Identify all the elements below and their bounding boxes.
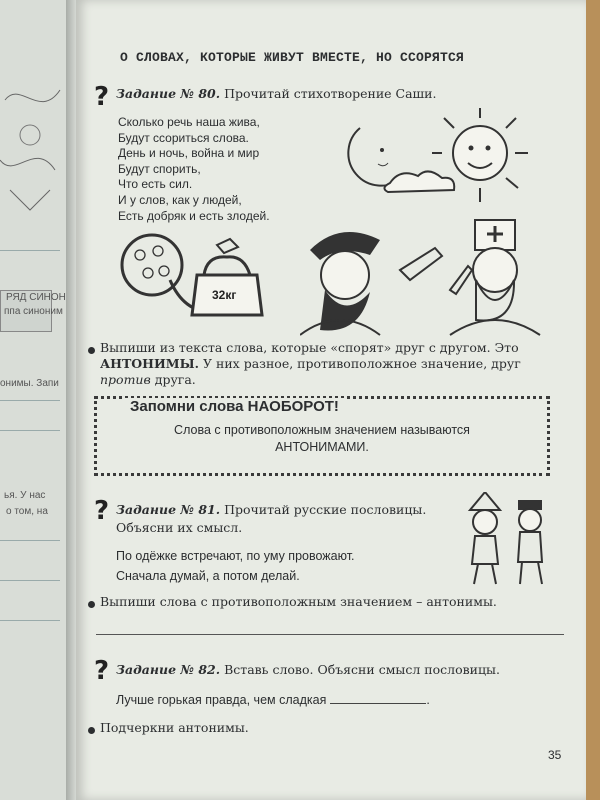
proverb: По одёжке встречают, по уму провожают. bbox=[116, 549, 355, 563]
weight-label: 32кг bbox=[212, 288, 237, 302]
memo-box bbox=[94, 396, 550, 476]
poem-line: Что есть сил. bbox=[118, 177, 193, 192]
proverb: Лучше горькая правда, чем сладкая bbox=[116, 693, 327, 707]
exercise-1-text: У них разное, противоположное значение, друг bbox=[203, 356, 521, 371]
poem-line: Будут спорить, bbox=[118, 161, 201, 176]
left-fragment: ппа синоним bbox=[4, 306, 63, 317]
left-rule bbox=[0, 540, 60, 541]
poem-line: И у слов, как у людей, bbox=[118, 192, 242, 207]
task-instruction: Вставь слово. Объясни смысл пословицы. bbox=[224, 662, 500, 677]
task-82-heading bbox=[116, 662, 500, 677]
moon-sun-illustration bbox=[330, 108, 550, 208]
fill-in-blank[interactable] bbox=[330, 703, 426, 704]
task-number: Задание № 80. bbox=[116, 86, 221, 101]
left-rule bbox=[0, 430, 60, 431]
exercise-1-line bbox=[100, 372, 550, 388]
sketch-illustration bbox=[0, 40, 70, 260]
poem-line: Сколько речь наша жива, bbox=[118, 115, 260, 129]
left-fragment: ья. У нас bbox=[4, 490, 46, 501]
task-82-proverb: Лучше горькая правда, чем сладкая . bbox=[116, 693, 430, 707]
memo-line: Слова с противоположным значением называются bbox=[174, 423, 470, 437]
exercise-1-line bbox=[100, 356, 550, 372]
question-mark-icon: ? bbox=[94, 82, 110, 112]
term-antonyms: АНТОНИМЫ. bbox=[100, 356, 200, 371]
task-80-heading bbox=[116, 86, 436, 101]
exercise-3: Подчеркни антонимы. bbox=[100, 720, 249, 735]
exercise-bullet-icon bbox=[88, 347, 95, 354]
page-number: 35 bbox=[548, 748, 562, 762]
task-instruction: Прочитай стихотворение Саши. bbox=[224, 86, 437, 101]
question-mark-icon: ? bbox=[94, 496, 110, 526]
poem bbox=[118, 115, 270, 224]
task-number: Задание № 82. bbox=[116, 662, 221, 677]
previous-page bbox=[0, 0, 70, 800]
proverb: Сначала думай, а потом делай. bbox=[116, 569, 300, 583]
left-rule bbox=[0, 580, 60, 581]
memo-line: АНТОНИМАМИ. bbox=[275, 440, 369, 454]
weights-illustration bbox=[112, 225, 292, 335]
exercise-1-line: Выпиши из текста слова, которые «спорят» друг с другом. Это bbox=[100, 340, 519, 355]
answer-line[interactable] bbox=[96, 634, 564, 635]
memo-title: Запомни слова НАОБОРОТ! bbox=[124, 398, 345, 415]
characters-illustration bbox=[300, 210, 550, 340]
exercise-1 bbox=[100, 340, 550, 388]
page-title: О СЛОВАХ, КОТОРЫЕ ЖИВУТ ВМЕСТЕ, НО ССОРЯТСЯ bbox=[120, 50, 465, 65]
left-fragment: онимы. Запи bbox=[0, 378, 59, 389]
children-illustration bbox=[460, 492, 550, 592]
exercise-bullet-icon bbox=[88, 727, 95, 734]
poem-line: Есть добряк и есть злодей. bbox=[118, 208, 270, 223]
task-81-subheading: Объясни их смысл. bbox=[116, 520, 243, 535]
exercise-bullet-icon bbox=[88, 601, 95, 608]
exercise-1-text: друга. bbox=[154, 372, 196, 387]
left-fragment: о том, на bbox=[6, 506, 48, 517]
italic-word: против bbox=[100, 372, 151, 387]
left-rule bbox=[0, 250, 60, 251]
left-rule bbox=[0, 400, 60, 401]
poem-line: Будут ссориться слова. bbox=[118, 130, 249, 145]
poem-line: День и ночь, война и мир bbox=[118, 146, 260, 161]
left-fragment: РЯД СИНОН bbox=[6, 292, 66, 303]
question-mark-icon: ? bbox=[94, 656, 110, 686]
memo-body bbox=[114, 422, 530, 456]
proverbs-list bbox=[116, 546, 355, 586]
left-rule bbox=[0, 620, 60, 621]
task-number: Задание № 81. bbox=[116, 502, 221, 517]
exercise-2: Выпиши слова с противоположным значением – антонимы. bbox=[100, 594, 497, 609]
task-81-heading bbox=[116, 502, 426, 517]
task-instruction: Прочитай русские пословицы. bbox=[224, 502, 427, 517]
